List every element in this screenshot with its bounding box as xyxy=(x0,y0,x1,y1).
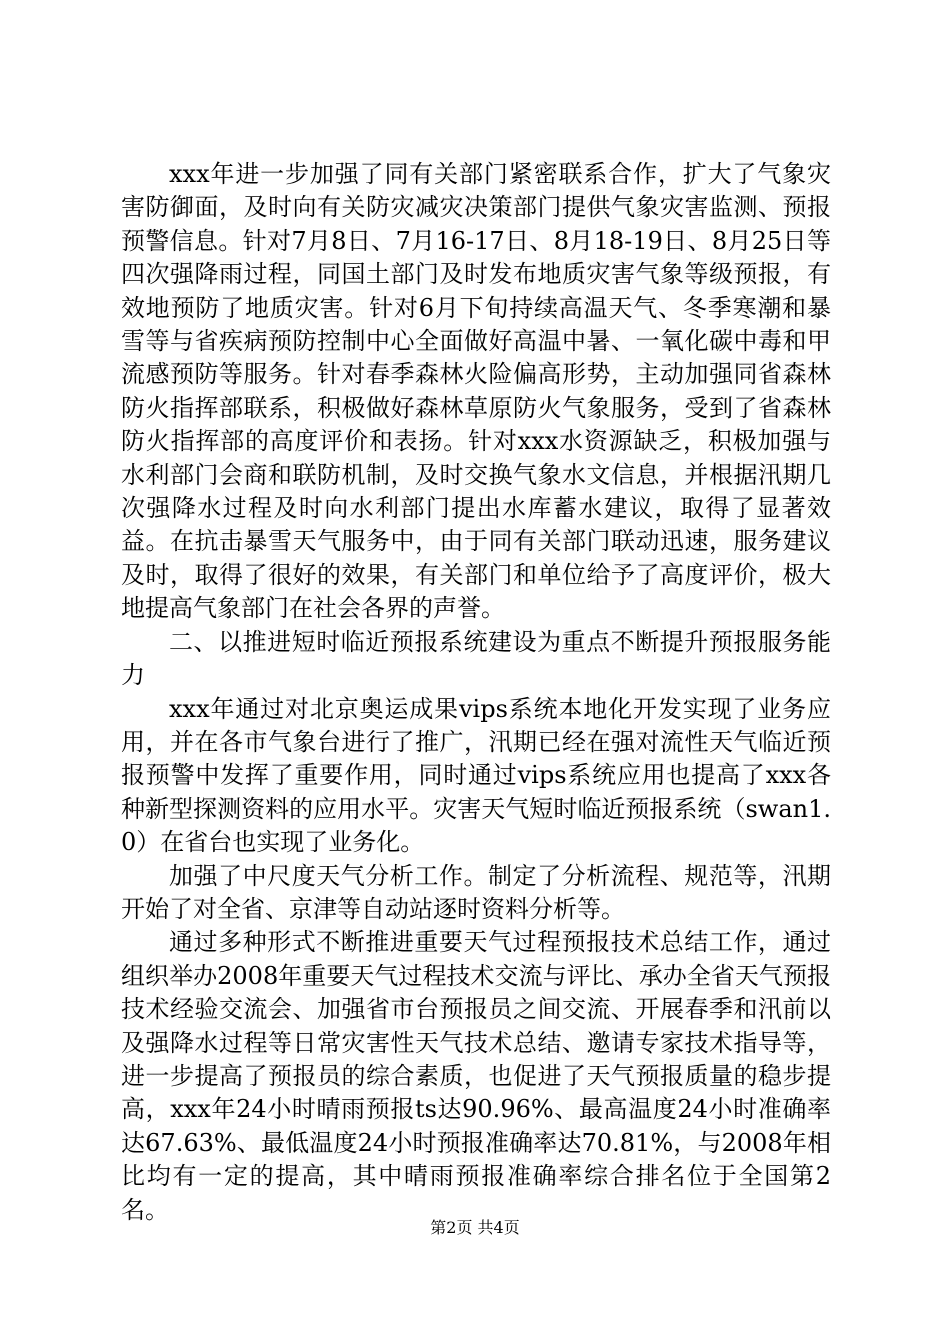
document-body xyxy=(121,158,831,1227)
paragraph-mesoscale-analysis: 加强了中尺度天气分析工作。制定了分析流程、规范等，汛期开始了对全省、京津等自动站逐时资料分析等。 xyxy=(121,861,831,923)
paragraph-forecast-summary: 通过多种形式不断推进重要天气过程预报技术总结工作，通过组织举办2008年重要天气过程技术交流与评比、承办全省天气预报技术经验交流会、加强省市台预报员之间交流、开展春季和汛前以及强降水过程等日常灾害性天气技术总结、邀请专家技术指导等，进一步提高了预报员的综合素质，也促进了天气预报质量的稳步提高，xxx年24小时晴雨预报ts达90.96%、最高温度24小时准确率达67.63%、最低温度24小时预报准确率达70.81%，与2008年相比均有一定的提高，其中晴雨预报准确率综合排名位于全国第2名。 xyxy=(121,928,831,1224)
paragraph-vips-system: xxx年通过对北京奥运成果vips系统本地化开发实现了业务应用，并在各市气象台进行了推广，汛期已经在强对流性天气临近预报预警中发挥了重要作用，同时通过vips系统应用也提高了xxx各种新型探测资料的应用水平。灾害天气短时临近预报系统（swan1.0）在省台也实现了业务化。 xyxy=(121,694,831,857)
paragraph-disaster-prevention: xxx年进一步加强了同有关部门紧密联系合作，扩大了气象灾害防御面，及时向有关防灾减灾决策部门提供气象灾害监测、预报预警信息。针对7月8日、7月16-17日、8月18-19日、8月25日等四次强降雨过程，同国土部门及时发布地质灾害气象等级预报，有效地预防了地质灾害。针对6月下旬持续高温天气、冬季寒潮和暴雪等与省疾病预防控制中心全面做好高温中暑、一氧化碳中毒和甲流感预防等服务。针对春季森林火险偏高形势，主动加强同省森林防火指挥部联系，积极做好森林草原防火气象服务，受到了省森林防火指挥部的高度评价和表扬。针对xxx水资源缺乏，积极加强与水利部门会商和联防机制，及时交换气象水文信息，并根据汛期几次强降水过程及时向水利部门提出水库蓄水建议，取得了显著效益。在抗击暴雪天气服务中，由于同有关部门联动迅速，服务建议及时，取得了很好的效果，有关部门和单位给予了高度评价，极大地提高气象部门在社会各界的声誉。 xyxy=(121,160,831,623)
section-heading-2: 二、以推进短时临近预报系统建设为重点不断提升预报服务能力 xyxy=(121,627,831,690)
page-number-footer: 第2页 共4页 xyxy=(430,1218,520,1237)
